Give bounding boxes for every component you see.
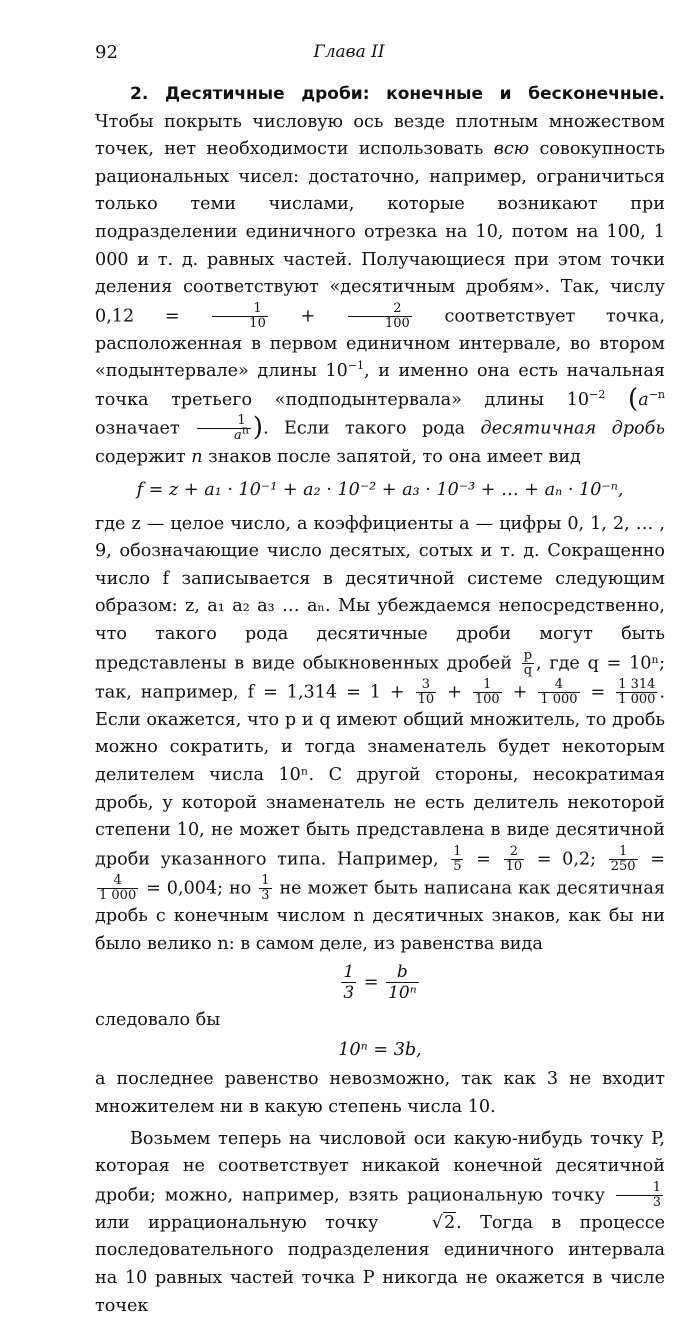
numerator: 2 [348,302,412,317]
fraction [416,678,437,707]
operator: = [358,972,385,993]
fraction [538,678,579,707]
denominator [197,424,251,444]
numerator: 1 [616,1181,663,1196]
page-number: 92 [95,42,118,63]
text: соответствует точка, расположенная в первом единичном интервале, во втором «подынтервале» длины 10 [95,306,665,382]
paragraph-4: а последнее равенство невозможно, так как 3 не входит множителем ни в какую степень числа 10. [95,1069,665,1117]
denominator: 10ⁿ [388,983,417,1004]
text: знаков после запятой, то она имеет вид [202,446,581,467]
fraction [386,962,419,1003]
fraction [451,845,463,874]
denominator: 3 [261,887,270,903]
math-var: a [638,389,649,410]
numerator: 3 [416,678,437,693]
numerator: 1 [609,845,638,860]
text: где z — целое число, а коэффициенты a — цифры 0, 1, 2, … , 9, обозначающие число десятых, сотых и т. д. Сокращенно число f записывается в десятичной системе следующим образом: z, a₁ a₂ a₃ … aₙ. Мы убеждаемся непосредственно, что такого рода десятичные дроби могут быть представлены в виде обыкновенных дробей [95,513,665,674]
numerator: 4 [538,678,579,693]
fraction [616,678,657,707]
emphasis: десятичная дробь [480,418,665,439]
exponent: n [241,424,249,438]
running-head: Глава II [313,42,385,62]
denominator: 10 [505,858,523,874]
numerator: 2 [504,845,525,860]
paragraph-3: следовало бы [95,1010,221,1031]
numerator: 1 [473,678,502,693]
equation-decimal-expansion: f = z + a₁ · 10⁻¹ + a₂ · 10⁻² + a₃ · 10⁻³ + … + aₙ · 10⁻ⁿ, [136,480,624,501]
text: содержит [95,446,192,467]
section-heading: 2. Десятичные дроби: конечные и бесконечные. [130,84,665,104]
numerator: 1 [343,962,355,983]
fraction [609,845,638,874]
numerator: b [386,962,419,983]
paren: ) [252,413,264,444]
denominator: 100 [384,315,410,331]
page-body [95,81,665,1320]
denominator: 1 000 [618,691,656,707]
numerator: 1 [261,872,270,888]
operator: = [581,682,615,703]
fraction [197,414,251,443]
numerator: 1 314 [618,676,656,692]
exponent: −n [648,387,666,401]
denominator: 100 [474,691,500,707]
fraction [212,302,268,331]
denominator: 10 [417,691,435,707]
sqrt-sign: √ [431,1212,443,1233]
fraction [97,874,138,903]
text: , и именно она есть начальная точка третьего «подподынтервала» длины 10 [95,361,665,410]
fraction [341,962,356,1003]
text: Возьмем теперь на числовой оси какую-нибудь точку P, которая не соответствует никакой конечной десятичной дроби; можно, например, взять рациональную точку [95,1128,665,1206]
denominator: q [523,662,533,678]
fraction [504,845,525,874]
paragraph-5 [95,1126,665,1320]
page-header [0,42,698,66]
text: не может быть написана как десятичная дробь с конечным числом n десятичных знаков, как бы ни было велико n: в самом деле, из равенства вида [95,878,665,954]
denominator: 1 000 [99,887,137,903]
text: Чтобы покрыть числовую ось везде плотным множеством точек, нет необходимости использовать [95,111,665,160]
numerator: 1 [212,302,268,317]
fraction [259,874,271,903]
fraction [348,302,412,331]
emphasis: всю [493,139,530,160]
radicand: 2 [443,1212,456,1233]
denominator: 3 [343,983,355,1004]
exponent: −1 [347,359,365,373]
paren: ( [628,384,639,415]
paragraph-1 [95,81,665,471]
text: совокупность рациональных чисел: достаточно, например, ограничиться только теми числами, которые возникают при подразделении единичного отрезка на 10, потом на 100, 1 000 и т. д. равных частей. Получающиеся при этом точки деления соответствуют «десятичным дробям». Так, числу 0,12 = [95,139,665,327]
operator: + [269,306,346,327]
numerator: 1 [197,414,251,429]
math-var: n [191,446,203,467]
denominator: 5 [453,858,462,874]
equation-one-third [95,962,665,1003]
text: . Тогда в процессе последовательного подразделения единичного интервала на 10 равных частей точка P никогда не окажется в числе точек [95,1212,665,1316]
fraction [522,649,534,678]
denominator: 3 [652,1194,661,1210]
denominator: 250 [610,858,636,874]
exponent: −2 [589,387,606,401]
text: = 0,2; [526,849,607,870]
numerator: p [523,647,533,663]
sqrt [397,1210,456,1238]
text: . Если такого рода [263,418,481,439]
denominator: 1 000 [540,691,578,707]
math-var: a [234,428,242,444]
paragraph-2: где z — целое число, а коэффициенты a — цифры 0, 1, 2, … , 9, обозначающие число десятых, сотых и т. д. Сокращенно число f записывается в десятичной системе следующим образом: z, a₁ a₂ a₃ … aₙ. Мы убеждаемся непосредственно, что такого рода десятичные дроби могут быть представлены в виде обыкновенных дробей $\frac{p}{q}$ , где q = 10ⁿ; так, например, f = 1,314 = 1 + $\frac{3}{10}$ + $\frac{1}{100}$ + $\frac{4}{1 000}$ = $\frac{1 314}{1 000}$ . Если окажется, что p и q имеют общий множитель, то дробь можно сократить, и тогда знаменатель будет некоторым делителем числа 10ⁿ. С другой стороны, несократимая дробь, у которой знаменатель не есть делитель некоторой степени 10, не может быть представлена в виде десятичной дроби указанного типа. Например, $\frac{1}{5}$ = $\frac{2}{10}$ = 0,2; $\frac{1}{250}$ = $\frac{4}{1 000}$ = 0,004; но $\frac{1}{3}$ не может быть написана как десятичная дробь с конечным числом n десятичных знаков, как бы ни было велико n: в самом деле, из равенства вида [95,513,665,954]
denominator: 10 [249,315,266,331]
numerator: 4 [97,874,138,889]
text: означает [95,418,196,439]
equation-power: 10ⁿ = 3b, [338,1039,422,1060]
text: , где q = 10ⁿ; так, например, f = 1,314 = 1 + [95,653,665,703]
fraction [473,678,502,707]
text: или иррациональную точку [95,1212,397,1233]
numerator: 1 [453,843,462,859]
text: = 0,004; но [140,878,258,899]
text: . Если окажется, что p и q имеют общий множитель, то дробь можно сократить, и тогда знаменатель будет некоторым делителем числа 10ⁿ. С другой стороны, несократимая дробь, у которой знаменатель не есть делитель некоторой степени 10, не может быть представлена в виде десятичной дроби указанного типа. Например, [95,682,665,870]
fraction [616,1181,663,1210]
